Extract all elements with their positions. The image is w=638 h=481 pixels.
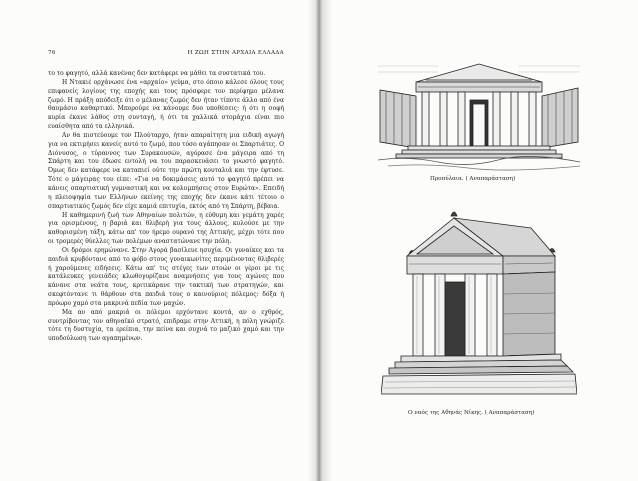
paragraph: Η Ντακιέ ορχάνωσε ένα «αρχαίο» γεύμα, στο όποιο κάλεσε όλους τους επιφανείς λογίους της εποχής και τους πρόσφερε τον περίφημο μέλανα ζωμό. Η πράξη απόδειξε ότι ο μέλανας ζωμός δεν ήταν τίποτε άλλο από ένα θαυμάσιο καθαρτικό. Μπορούμε να κάνουμε δυο υποθέσεις: ή ότι η σοφή κυρία έκανε λάθος στη συνταγή, ή ότι τα χαλλικά στομάχια είναι πιο ευαίσθητα από τα ελληνικά.: [48, 78, 284, 131]
page-number: 76: [48, 50, 56, 56]
propylaia-drawing: [378, 60, 580, 172]
temple-of-athena-nike-illustration: [381, 198, 577, 396]
left-page: [0, 0, 316, 481]
propylaia-illustration: [378, 60, 580, 172]
paragraph: Αν θα πιστεύουμε τον Πλούταρχο, ήταν απαραίτητη μια ειδική αγωγή για να εκτιμήσει κανείς αυτό το ζωμό, που τόσο αγάπησαν οι Σπαρτιάτες. Ο Διόνυσος, ο τύραννος των Συρακουσών, αγόρασε ένα μάγειρα από τη Σπάρτη και του έδωσε εντολή να του παρασκευάσει το γνωστό φαγητό. Όμως δεν κατάφερε να καταπιεί ούτε την πρώτη κουταλιά και την έφτυσε. Τότε ο μάγειρας του είπε: «Για να δοκιμάσεις αυτό το φαγητό πρέπει να κάνεις σπαρτιατική γυμναστική και να κολυμπήσεις στον Ευρώτα». Επειδή η πλειοψηφία των Ελλήνων εκείνης της εποχής δεν έκανε κάτι τέτοιο ο σπαρτιατικός ζωμός δεν είχε καμιά επιτυχία, εκτός από τη Σπάρτη, βέβαια.: [48, 131, 284, 210]
body-text: [48, 70, 284, 344]
figure-caption: Προπύλαια. ( Αναπαράσταση): [430, 176, 516, 182]
running-head: [48, 50, 284, 59]
paragraph: το το φαγητό, αλλά κανένας δεν κατάφερε να μάθει τα συστατικά του.: [48, 70, 266, 77]
paragraph: Οι δρόμοι ερημώνανε. Στην Αγορά βασίλευε ησυχία. Οι γυναίκες και τα παιδιά κρυβόντανε από το φόβο στους γυναικωνίτες περιμένοντας θλιβερές ή χαρούμενες ειδήσεις. Κάτω απ' τις στέγες των στοών οι γέροι με τις κατάλευκες γενειάδες κλωθογυρίζανε αναμνήσεις για τους αγώνες που κάνανε στα νεάτα τους, κριτικάρανε την τακτική των στρατηγών, και σκεφτόντανε τι θάρθουν στα παιδιά τους ο καινούριος πόλεμος: δόξα ή πρόωρο χαμό στα μακρινά πεδία των μαχών.: [48, 246, 284, 307]
book-title: Η ΖΩΗ ΣΤΗΝ ΑΡΧΑΙΑ ΕΛΛΑΔΑ: [187, 50, 284, 56]
figure-caption: Ο ναός της Αθηνάς Νίκης. ( Αναπαράσταση): [408, 410, 535, 416]
paragraph: Η καθημερινή ζωή των Αθηναίων πολιτών, η εύθυμη και γεμάτη χαρές για ορισμένους, η βαριά και θλιβερή για τους άλλους, κυλούσε με την καθορισμένη τάξη, κάτω απ' τον ήρεμο ουρανό της Αττικής, μέχρι τότε που οι τρομερές θύελλες των πολέμων αναστατώνανε την πόλη.: [48, 211, 284, 246]
paragraph: Μα αν από μακριά οι πόλεμοι ερχόντανε κοντά, αν ο εχθρός, συντρίβοντας τον αθηναϊκό στρατό, επιδραμε στην Αττική, η πόλη γνώριζε τότε τη δυστυχία, τα ερείπια, την πείνα και συχνά το μαζικό χαμό και την υποδούλωση των αγαπημένων.: [48, 308, 284, 343]
temple-drawing: [381, 198, 577, 396]
